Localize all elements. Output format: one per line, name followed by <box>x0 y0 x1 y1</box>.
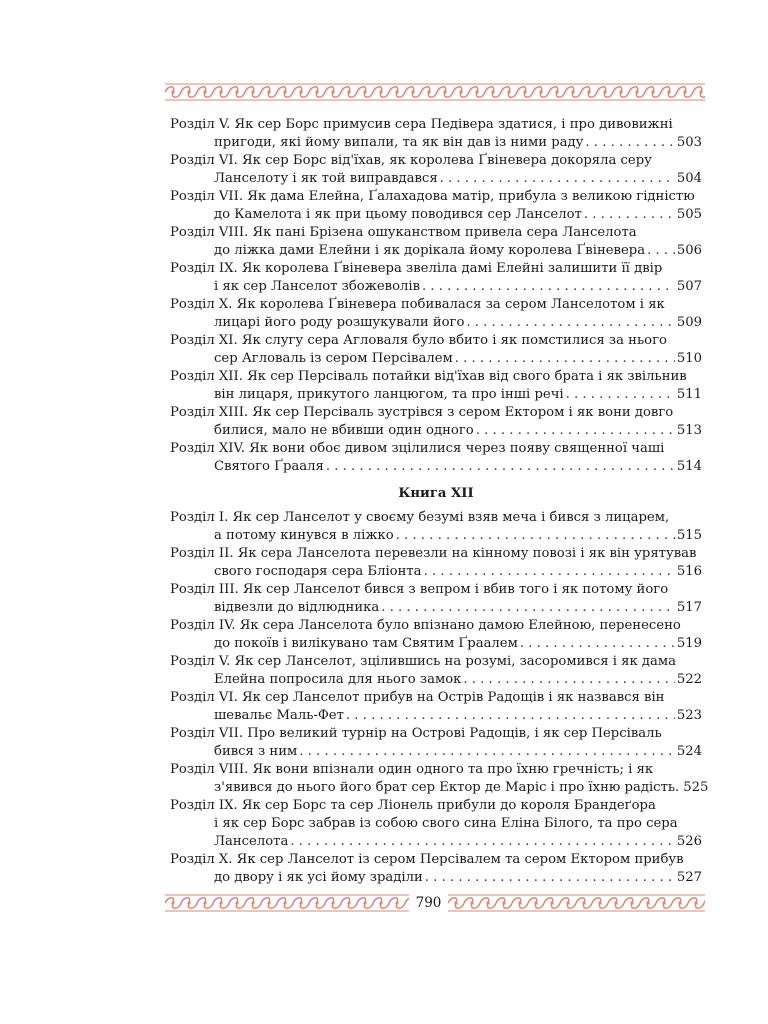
toc-entry-title: Розділ VI. Як сер Борс від'їхав, як королева Ґвіневера докоряла серу <box>170 153 652 168</box>
toc-entry-last-line <box>170 242 702 260</box>
table-of-contents <box>170 116 709 887</box>
toc-entry-continuation: до Камелота і як при цьому поводився сер Ланселот <box>214 207 582 222</box>
dot-leader <box>584 206 675 224</box>
dot-leader <box>566 386 675 404</box>
toc-entry-title: Розділ VI. Як сер Ланселот прибув на Острів Радощів і як назвався він <box>170 690 665 705</box>
toc-entry-title: Розділ V. Як сер Ланселот, зцілившись на розумі, засоромився і як дама <box>170 654 676 669</box>
dot-leader <box>476 422 675 440</box>
toc-entry-title: Розділ IX. Як сер Борс та сер Ліонель прибули до короля Брандеґора <box>170 798 656 813</box>
toc-entry <box>170 851 702 887</box>
toc-entry-last-line <box>170 386 702 404</box>
dot-leader <box>440 170 675 188</box>
toc-entry <box>170 188 702 224</box>
toc-entry-title: Розділ XIV. Як вони обоє дивом зцілилися через появу священної чаші <box>170 441 665 456</box>
toc-entry <box>170 689 702 725</box>
toc-entry-last-line <box>170 833 702 851</box>
toc-entry <box>170 260 702 296</box>
toc-entry-continuation: билися, мало не вбивши один одного <box>214 423 474 438</box>
toc-entry-continuation: Святого Ґрааля <box>214 459 324 474</box>
toc-page-number: 524 <box>676 744 702 759</box>
toc-page-number: 519 <box>676 636 702 651</box>
top-ornament-border <box>165 82 705 102</box>
toc-entry-continuation: пригоди, які йому випали, та як він дав із ними раду <box>214 135 584 150</box>
toc-entry-continuation: з'явився до нього його брат сер Ектор де Маріс і про їхню радість. <box>214 780 680 795</box>
toc-entry-continuation: він лицаря, прикутого ланцюгом, та про інші речі <box>214 387 564 402</box>
toc-entry <box>170 116 702 152</box>
toc-entry-continuation: до ліжка дами Елейни і як дорікала йому королева Ґвіневера <box>214 243 646 258</box>
book-heading: Книга XII <box>398 486 474 501</box>
toc-entry-last-line <box>170 563 702 581</box>
dot-leader <box>520 635 675 653</box>
toc-entry-continuation: сер Агловаль із сером Персівалем <box>214 351 453 366</box>
toc-page-number: 525 <box>683 780 709 795</box>
toc-entry <box>170 725 702 761</box>
toc-page-number: 503 <box>676 135 702 150</box>
toc-entry-title: Розділ VII. Про великий турнір на Острові Радощів, і як сер Персіваль <box>170 726 662 741</box>
toc-entry <box>170 581 702 617</box>
ornament-pattern-icon <box>165 82 705 102</box>
toc-entry <box>170 545 702 581</box>
toc-entry-last-line <box>170 278 702 296</box>
toc-entry-continuation: і як сер Борс забрав із собою свого сина Еліна Білого, та про сера <box>214 816 678 831</box>
toc-entry-last-line <box>170 206 702 224</box>
toc-entry-title: Розділ VII. Як дама Елейна, Ґалахадова матір, прибула з великою гідністю <box>170 189 695 204</box>
toc-entry-continuation: до двору і як усі йому зраділи <box>214 870 423 885</box>
toc-page-number: 522 <box>676 672 702 687</box>
toc-entry <box>170 761 709 797</box>
toc-page-number: 510 <box>676 351 702 366</box>
toc-entry <box>170 224 702 260</box>
toc-entry-title: Розділ V. Як сер Борс примусив сера Педівера здатися, і про дивовижні <box>170 117 673 132</box>
toc-page-number: 517 <box>676 600 702 615</box>
toc-entry-last-line <box>170 869 702 887</box>
toc-entry-last-line <box>170 779 709 797</box>
toc-entry <box>170 332 702 368</box>
toc-entry <box>170 797 702 851</box>
toc-entry-title: Розділ IV. Як сера Ланселота було впізнано дамою Елейною, перенесено <box>170 618 681 633</box>
toc-page-number: 513 <box>676 423 702 438</box>
toc-entry-title: Розділ XII. Як сер Персіваль потайки від'їхав від свого брата і як звільнив <box>170 369 687 384</box>
toc-entry-continuation: лицарі його роду розшукували його <box>214 315 465 330</box>
toc-page-number: 504 <box>676 171 702 186</box>
dot-leader <box>422 278 675 296</box>
toc-page-number: 526 <box>676 834 702 849</box>
toc-entry-last-line <box>170 314 702 332</box>
toc-entry-title: Розділ XI. Як слугу сера Агловаля було вбито і як помстилися за нього <box>170 333 667 348</box>
toc-entry-last-line <box>170 635 702 653</box>
toc-entry-title: Розділ IX. Як королева Ґвіневера звеліла дамі Елейні залишити її двір <box>170 261 663 276</box>
toc-entry-last-line <box>170 527 702 545</box>
dot-leader <box>381 599 675 617</box>
dot-leader <box>290 833 675 851</box>
ornament-pattern-icon <box>448 893 705 913</box>
toc-entry <box>170 296 702 332</box>
toc-entry-continuation: а потому кинувся в ліжко <box>214 528 394 543</box>
toc-entry-last-line <box>170 743 702 761</box>
toc-entry <box>170 653 702 689</box>
toc-entry-title: Розділ III. Як сер Ланселот бився з вепром і вбив того і як потому його <box>170 582 669 597</box>
toc-entry <box>170 617 702 653</box>
dot-leader <box>647 242 675 260</box>
dot-leader <box>346 707 675 725</box>
toc-page-number: 515 <box>676 528 702 543</box>
toc-page-number: 511 <box>676 387 702 402</box>
toc-entry <box>170 152 702 188</box>
ornament-pattern-icon <box>165 893 409 913</box>
toc-entry-last-line <box>170 671 702 689</box>
toc-entry <box>170 368 702 404</box>
toc-entry-continuation: Ланселота <box>214 834 289 849</box>
toc-entry-last-line <box>170 599 702 617</box>
dot-leader <box>455 350 675 368</box>
toc-page-number: 505 <box>676 207 702 222</box>
toc-entry-last-line <box>170 134 702 152</box>
toc-entry-continuation: свого господаря сера Бліонта <box>214 564 422 579</box>
toc-entry-last-line <box>170 170 702 188</box>
toc-page-number: 507 <box>676 279 702 294</box>
toc-entry-continuation: бився з ним <box>214 744 298 759</box>
dot-leader <box>463 671 674 689</box>
toc-entry-title: Розділ X. Як королева Ґвіневера побивалася за сером Ланселотом і як <box>170 297 665 312</box>
toc-entry-continuation: Елейна попросила для нього замок <box>214 672 462 687</box>
toc-entry-title: Розділ XIII. Як сер Персіваль зустрівся з сером Ектором і як вони довго <box>170 405 674 420</box>
toc-entry-last-line <box>170 458 702 476</box>
toc-entry-continuation: відвезли до відлюдника <box>214 600 380 615</box>
toc-page-number: 527 <box>676 870 702 885</box>
toc-entry-last-line <box>170 707 702 725</box>
bottom-left-ornament-border <box>165 893 409 913</box>
toc-entry <box>170 509 702 545</box>
toc-entry-last-line <box>170 422 702 440</box>
toc-page-number: 523 <box>676 708 702 723</box>
toc-entry-continuation: шевальє Маль-Фет <box>214 708 344 723</box>
dot-leader <box>466 314 674 332</box>
toc-page-number: 514 <box>676 459 702 474</box>
page-number: 790 <box>415 895 442 911</box>
dot-leader <box>585 134 674 152</box>
toc-entry-continuation: і як сер Ланселот збожеволів <box>214 279 421 294</box>
toc-entry-title: Розділ X. Як сер Ланселот із сером Персівалем та сером Ектором прибув <box>170 852 684 867</box>
toc-entry <box>170 440 702 476</box>
toc-list-book-xii <box>170 509 709 887</box>
dot-leader <box>396 527 675 545</box>
dot-leader <box>326 458 675 476</box>
toc-page-number: 509 <box>676 315 702 330</box>
bottom-right-ornament-border <box>448 893 705 913</box>
toc-page-number: 506 <box>676 243 702 258</box>
toc-entry-continuation: Ланселоту і як той виправдався <box>214 171 438 186</box>
toc-entry-title: Розділ I. Як сер Ланселот у своєму безумі взяв меча і бився з лицарем, <box>170 510 670 525</box>
toc-list-book-xi <box>170 116 702 476</box>
toc-entry-title: Розділ II. Як сера Ланселота перевезли на кінному повозі і як він урятував <box>170 546 697 561</box>
toc-entry <box>170 404 702 440</box>
toc-entry-title: Розділ VIII. Як пані Брізена ошуканством привела сера Ланселота <box>170 225 637 240</box>
toc-page-number: 516 <box>676 564 702 579</box>
dot-leader <box>299 743 675 761</box>
toc-entry-last-line <box>170 350 702 368</box>
toc-entry-continuation: до покоїв і вилікувано там Святим Ґраалем <box>214 636 518 651</box>
dot-leader <box>425 869 675 887</box>
dot-leader <box>424 563 675 581</box>
toc-entry-title: Розділ VIII. Як вони впізнали один одного та про їхню гречність; і як <box>170 762 654 777</box>
